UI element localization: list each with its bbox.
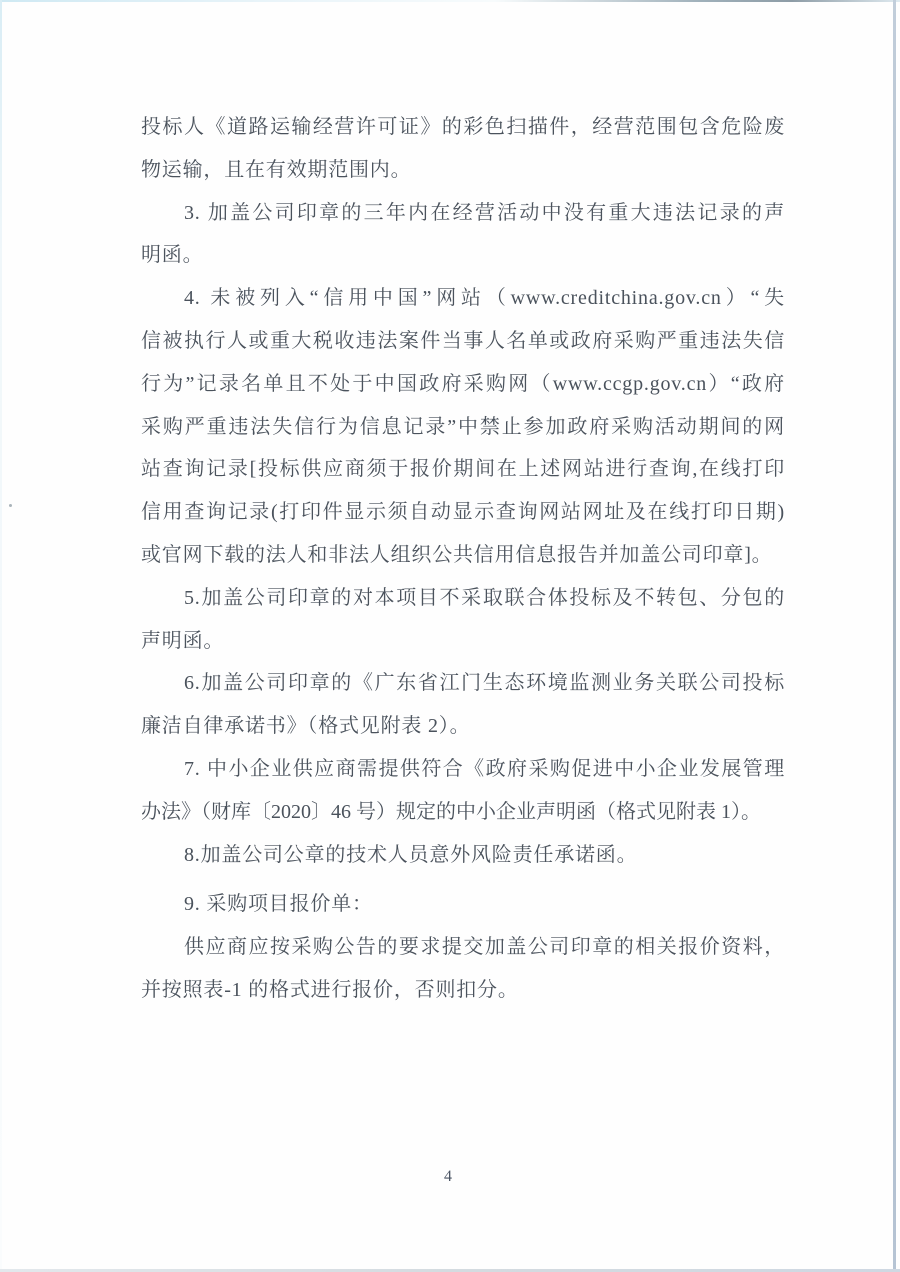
para-license-scan-line-1: 投标人《道路运输经营许可证》的彩色扫描件，经营范围包含危险废 bbox=[141, 116, 785, 138]
item-5-no-consortium-line-2: 声明函。 bbox=[141, 629, 225, 652]
scan-edge-left bbox=[0, 0, 2, 1272]
scan-edge-top bbox=[0, 0, 900, 2]
item-3-declaration-line-1: 3. 加盖公司印章的三年内在经营活动中没有重大违法记录的声 bbox=[184, 201, 785, 224]
item-4-credit-record-line-1: 4. 未被列入“信用中国”网站（www.creditchina.gov.cn）“失 bbox=[184, 287, 785, 310]
item-3-declaration-line-2: 明函。 bbox=[141, 244, 204, 267]
item-4-credit-record-line-6: 信用查询记录(打印件显示须自动显示查询网站网址及在线打印日期) bbox=[141, 501, 785, 524]
item-7-sme-declaration-line-2: 办法》（财库〔2020〕46 号）规定的中小企业声明函（格式见附表 1）。 bbox=[141, 800, 761, 823]
para-license-scan-line-2: 物运输，且在有效期范围内。 bbox=[141, 158, 412, 181]
item-4-credit-record-line-3: 行为”记录名单且不处于中国政府采购网（www.ccgp.gov.cn）“政府 bbox=[141, 372, 785, 395]
item-9-quotation-note-line-1: 供应商应按采购公告的要求提交加盖公司印章的相关报价资料， bbox=[184, 936, 785, 959]
item-4-credit-record-line-7: 或官网下载的法人和非法人组织公共信用信息报告并加盖公司印章]。 bbox=[141, 543, 773, 566]
item-7-sme-declaration-line-1: 7. 中小企业供应商需提供符合《政府采购促进中小企业发展管理 bbox=[184, 757, 785, 780]
item-9-quotation-heading: 9. 采购项目报价单： bbox=[184, 893, 373, 916]
item-8-risk-commitment: 8.加盖公司公章的技术人员意外风险责任承诺函。 bbox=[184, 843, 638, 866]
item-4-credit-record-line-5: 站查询记录[投标供应商须于报价期间在上述网站进行查询,在线打印 bbox=[141, 458, 785, 481]
scan-edge-right bbox=[893, 0, 896, 1272]
item-4-credit-record-line-4: 采购严重违法失信行为信息记录”中禁止参加政府采购活动期间的网 bbox=[141, 415, 785, 438]
item-4-credit-record-line-2: 信被执行人或重大税收违法案件当事人名单或政府采购严重违法失信 bbox=[141, 329, 785, 352]
page-number: 4 bbox=[444, 1168, 452, 1185]
item-5-no-consortium-line-1: 5.加盖公司印章的对本项目不采取联合体投标及不转包、分包的 bbox=[184, 586, 785, 609]
item-6-integrity-pledge-line-2: 廉洁自律承诺书》（格式见附表 2）。 bbox=[141, 715, 471, 738]
scan-speck bbox=[9, 504, 12, 507]
item-6-integrity-pledge-line-1: 6.加盖公司印章的《广东省江门生态环境监测业务关联公司投标 bbox=[184, 672, 785, 695]
item-9-quotation-note-line-2: 并按照表-1 的格式进行报价，否则扣分。 bbox=[141, 978, 519, 1001]
document-body bbox=[141, 106, 785, 1012]
